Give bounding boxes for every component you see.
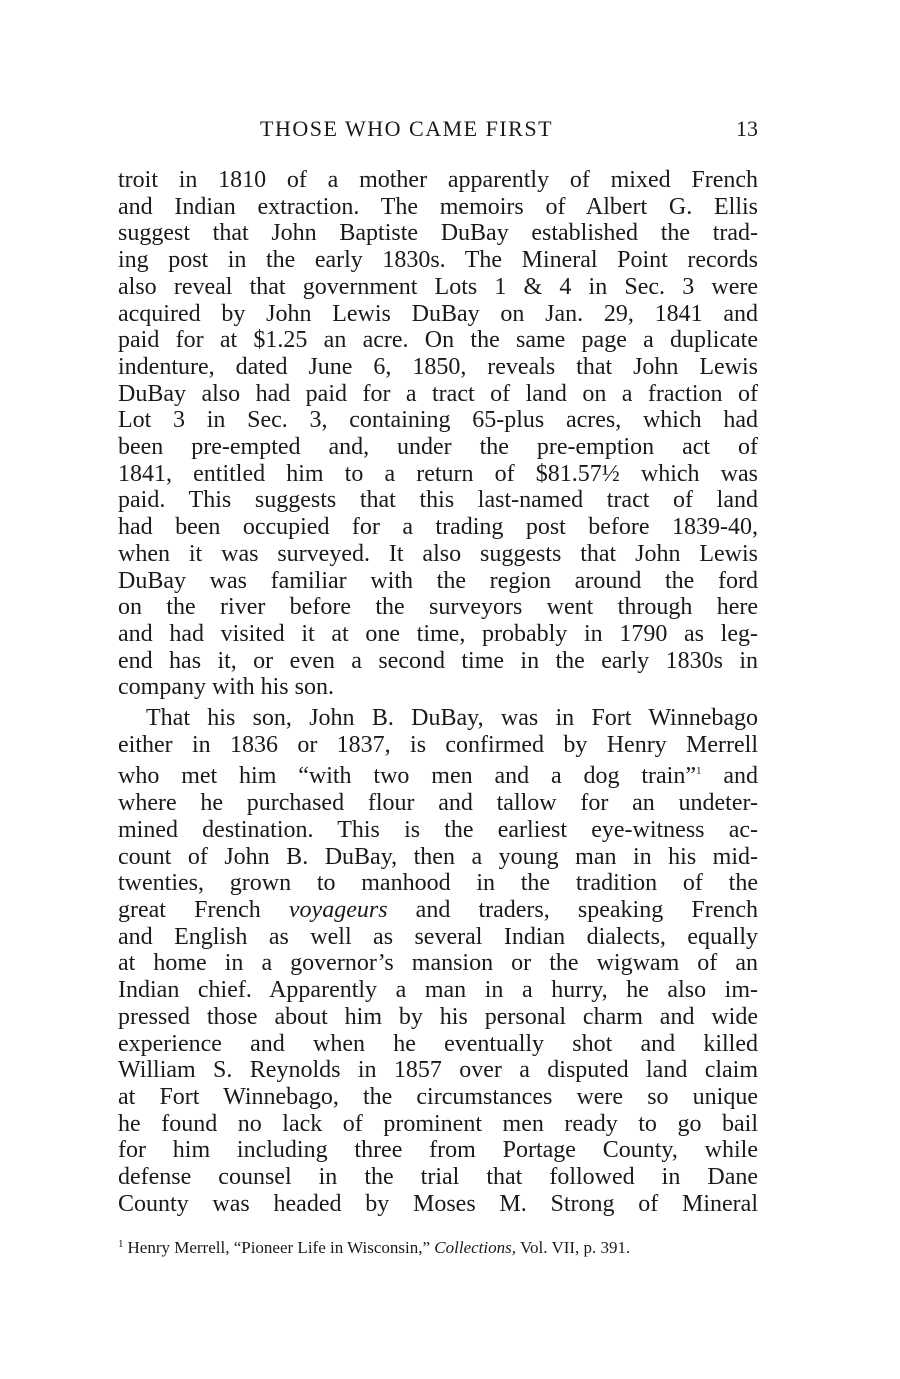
page-number: 13 (736, 116, 758, 141)
text-line: mined destination. This is the earliest eye-witness ac- (118, 816, 758, 843)
text-line: and English as well as several Indian dialects, equally (118, 923, 758, 950)
text-line: where he purchased flour and tallow for an undeter- (118, 790, 758, 817)
text-line: paid. This suggests that this last-named tract of land (118, 487, 758, 514)
text-line: Indian chief. Apparently a man in a hurry, he also im- (118, 977, 758, 1004)
text-line: experience and when he eventually shot and killed (118, 1030, 758, 1057)
text-line: either in 1836 or 1837, is confirmed by Henry Merrell (118, 731, 758, 758)
text-line: he found no lack of prominent men ready to go bail (118, 1110, 758, 1137)
text-line: great French voyageurs and traders, speaking French (118, 896, 758, 923)
text-line: also reveal that government Lots 1 & 4 in Sec. 3 were (118, 273, 758, 300)
text-line: DuBay was familiar with the region around the ford (118, 567, 758, 594)
text-line: end has it, or even a second time in the early 1830s in (118, 647, 758, 674)
text-line: pressed those about him by his personal charm and wide (118, 1003, 758, 1030)
text-line: been pre-empted and, under the pre-emption act of (118, 434, 758, 461)
text-line: indenture, dated June 6, 1850, reveals that John Lewis (118, 353, 758, 380)
italic-term: voyageurs (288, 896, 388, 923)
text-line: County was headed by Moses M. Strong of Mineral (118, 1190, 758, 1217)
text-line: when it was surveyed. It also suggests that John Lewis (118, 540, 758, 567)
text-line: troit in 1810 of a mother apparently of mixed French (118, 167, 758, 193)
text-line: DuBay also had paid for a tract of land on a fraction of (118, 380, 758, 407)
text-line: and Indian extraction. The memoirs of Albert G. Ellis (118, 193, 758, 220)
footnote: $^1$ Henry Merrell, “Pioneer Life in Wisconsin,” Collections, Vol. VII, p. 391. (118, 1238, 631, 1257)
text-line: at Fort Winnebago, the circumstances were so unique (118, 1083, 758, 1110)
page-header (118, 116, 758, 150)
text-line: ing post in the early 1830s. The Mineral Point records (118, 247, 758, 274)
text-line: company with his son. (118, 674, 334, 701)
text-line: had been occupied for a trading post before 1839-40, (118, 514, 758, 541)
running-head: THOSE WHO CAME FIRST (260, 116, 554, 141)
text-line: and had visited it at one time, probably in 1790 as leg- (118, 620, 758, 647)
text-line: That his son, John B. DuBay, was in Fort Winnebago (146, 705, 758, 732)
paragraph-1 (118, 167, 758, 701)
body-text (118, 167, 758, 1217)
text-line: 1841, entitled him to a return of $81.57½ which was (118, 460, 758, 487)
text-line: paid for at $1.25 an acre. On the same page a duplicate (118, 327, 758, 354)
footnote-marker: 1 (118, 1238, 124, 1250)
text-line: acquired by John Lewis DuBay on Jan. 29, 1841 and (118, 300, 758, 327)
text-line: on the river before the surveyors went through here (118, 594, 758, 621)
text-line: William S. Reynolds in 1857 over a disputed land claim (118, 1057, 758, 1084)
text-line: defense counsel in the trial that followed in Dane (118, 1164, 758, 1191)
text-line: at home in a governor’s mansion or the wigwam of an (118, 950, 758, 977)
text-line: Lot 3 in Sec. 3, containing 65-plus acres, which had (118, 407, 758, 434)
text-line: for him including three from Portage County, while (118, 1137, 758, 1164)
footnote-reference: 1 (695, 765, 702, 778)
footnote-italic: Collections, (434, 1238, 516, 1257)
text-line: suggest that John Baptiste DuBay established the trad- (118, 220, 758, 247)
text-line: count of John B. DuBay, then a young man in his mid- (118, 843, 758, 870)
text-line: twenties, grown to manhood in the tradition of the (118, 870, 758, 897)
text-line: who met him “with two men and a dog train”$^1$ and (118, 763, 758, 790)
paragraph-2 (118, 705, 758, 1217)
